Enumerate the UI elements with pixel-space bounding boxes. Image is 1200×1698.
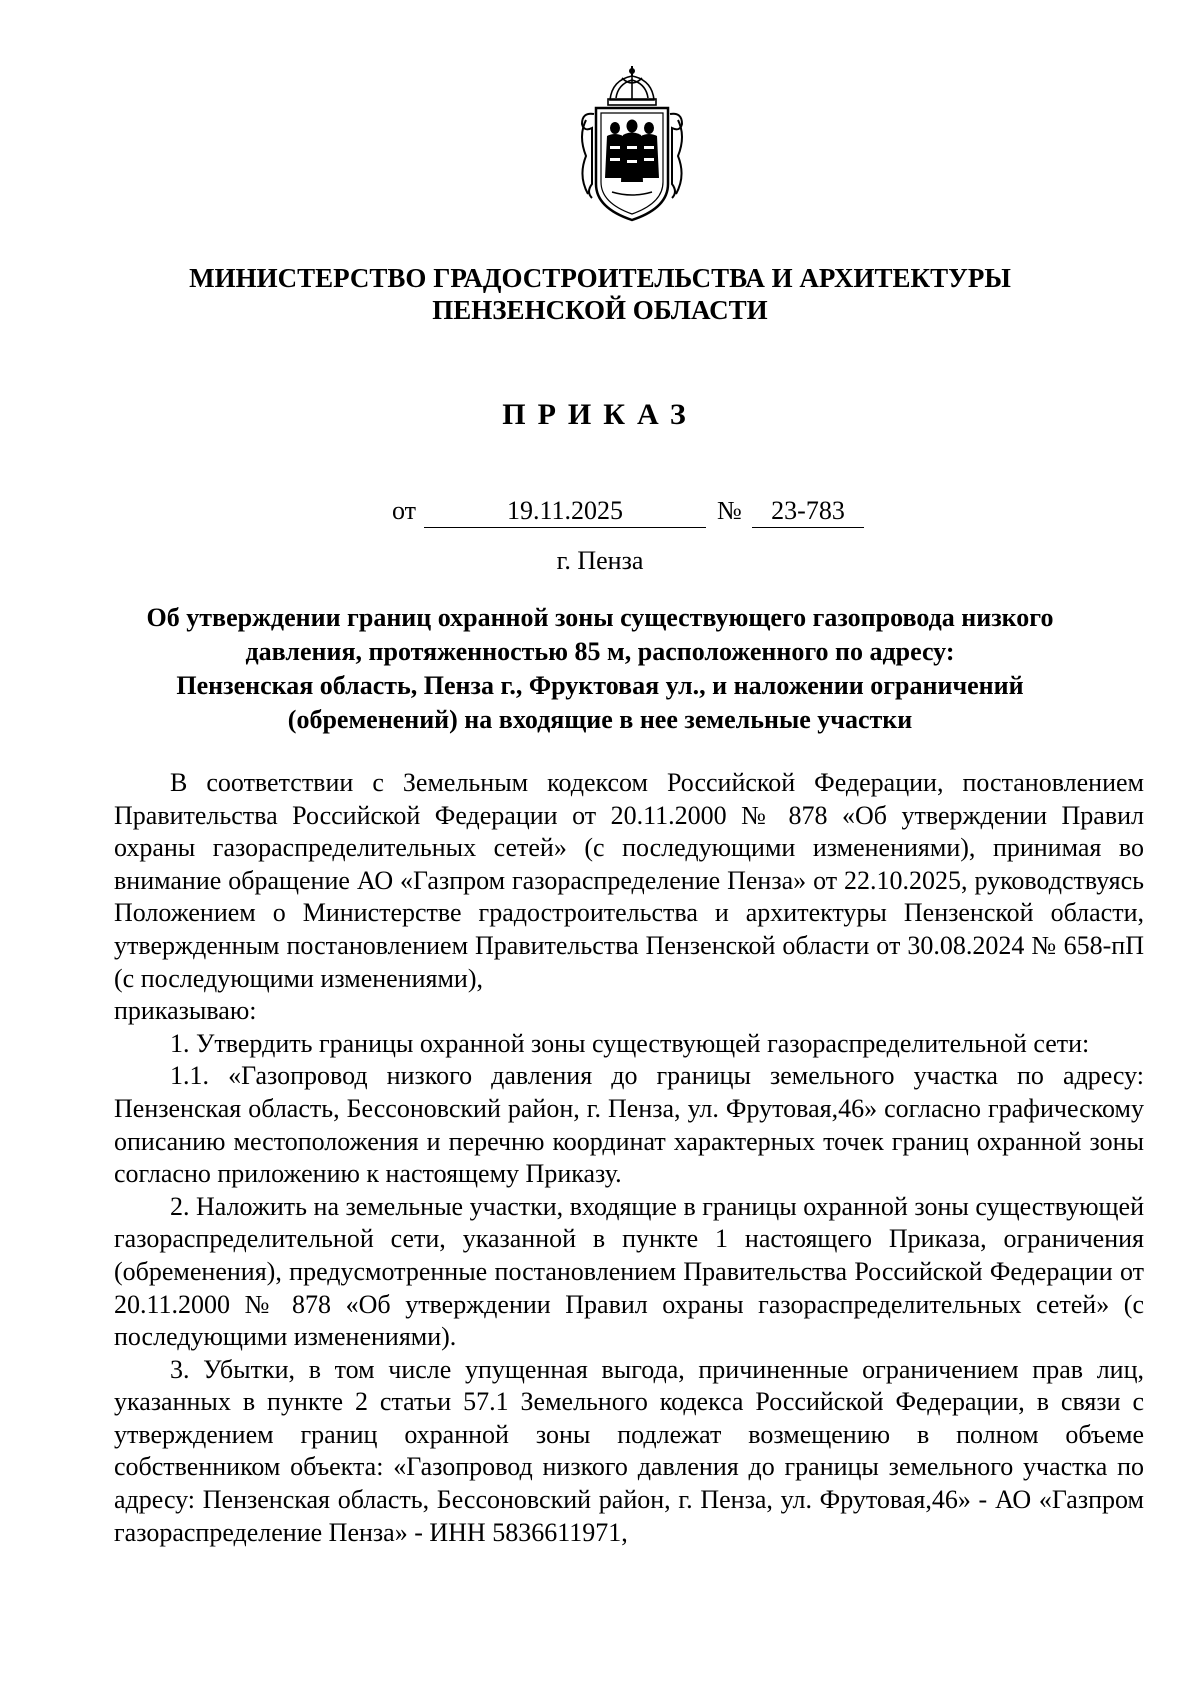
document-date: 19.11.2025 bbox=[424, 495, 706, 528]
document-body bbox=[114, 767, 1144, 1549]
item-1-1-paragraph: 1.1. «Газопровод низкого давления до границы земельного участка по адресу: Пензенская область, Бессоновский район, г. Пенза, ул. Фрутовая,46» согласно графическому описанию местоположения и перечню координат характерных точек границ охранной зоны согласно приложению к настоящему Приказу. bbox=[114, 1061, 1144, 1189]
city-label: г. Пенза bbox=[556, 546, 644, 575]
document-type-title: ПРИКАЗ bbox=[502, 398, 698, 431]
ministry-name-line-1: МИНИСТЕРСТВО ГРАДОСТРОИТЕЛЬСТВА И АРХИТЕКТУРЫ bbox=[189, 263, 1011, 293]
subject-line-3: Пензенская область, Пенза г., Фруктовая ул., и наложении ограничений bbox=[176, 671, 1024, 700]
number-prefix: № bbox=[717, 496, 742, 525]
item-1-paragraph: 1. Утвердить границы охранной зоны существующей газораспределительной сети: bbox=[170, 1028, 1090, 1058]
date-prefix: от bbox=[392, 496, 417, 525]
subject-line-4: (обременений) на входящие в нее земельные участки bbox=[287, 705, 913, 734]
item-2-paragraph: 2. Наложить на земельные участки, входящие в границы охранной зоны существующей газораспределительной сети, указанной в пункте 1 настоящего Приказа, ограничения (обременения), предусмотренные постановлением Правительства Российской Федерации от 20.11.2000 № 878 «Об утверждении Правил охраны газораспределительных сетей» (с последующими изменениями). bbox=[114, 1191, 1144, 1352]
document-number: 23-783 bbox=[752, 495, 864, 528]
order-word: приказываю: bbox=[114, 996, 257, 1026]
ministry-name bbox=[100, 262, 1100, 326]
subject-line-1: Об утверждении границ охранной зоны существующего газопровода низкого bbox=[146, 603, 1054, 632]
preamble-paragraph: В соответствии с Земельным кодексом Российской Федерации, постановлением Правительства Российской Федерации от 20.11.2000 № 878 «Об утверждении Правил охраны газораспределительных сетей» (с последующими изменениями), принимая во внимание обращение АО «Газпром газораспределение Пенза» от 22.10.2025, руководствуясь Положением о Министерстве градостроительства и архитектуры Пензенской области, утвержденным постановлением Правительства Пензенской области от 30.08.2024 № 658-пП (с последующими изменениями), bbox=[114, 768, 1144, 993]
item-3-paragraph: 3. Убытки, в том числе упущенная выгода, причиненные ограничением прав лиц, указанных в пункте 2 статьи 57.1 Земельного кодекса Российской Федерации, в связи с утверждением границ охранной зоны подлежат возмещению в полном объеме собственником объекта: «Газопровод низкого давления до границы земельного участка по адресу: Пензенская область, Бессоновский район, г. Пенза, ул. Фрутовая,46» - АО «Газпром газораспределение Пенза» - ИНН 5836611971, bbox=[114, 1354, 1144, 1547]
ministry-name-line-2: ПЕНЗЕНСКОЙ ОБЛАСТИ bbox=[432, 295, 768, 325]
coat-of-arms-icon bbox=[572, 66, 692, 224]
document-subject bbox=[110, 601, 1090, 737]
subject-line-2: давления, протяженностью 85 м, расположенного по адресу: bbox=[245, 637, 955, 666]
